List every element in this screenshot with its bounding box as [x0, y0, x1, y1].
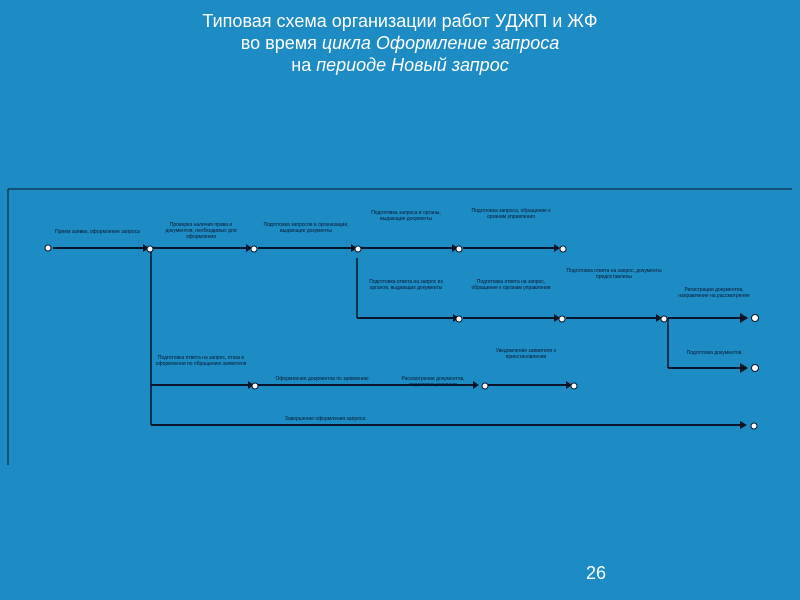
activity-label-5: Подготовка запроса, обращение к органам управления	[471, 208, 551, 220]
arrowhead	[740, 363, 748, 373]
junction-node	[355, 246, 361, 252]
activity-label-12: Оформление документов по заявлению	[275, 376, 369, 382]
activity-label-11: Подготовка ответа на запрос, отказ в оформлении по обращению заявителя	[155, 355, 247, 367]
activity-label-15: Завершение оформления запроса	[284, 416, 366, 422]
page-number: 26	[585, 563, 607, 583]
start-node	[45, 245, 51, 251]
activity-label-8: Подготовка ответа на запрос, документы предоставлены	[566, 268, 662, 280]
activity-label-3: Подготовка запросов в организации, выдающие документы	[263, 222, 349, 234]
junction-node	[560, 246, 566, 252]
arrowhead	[740, 313, 748, 323]
end-node	[752, 365, 759, 372]
activity-label-10: Подготовка документов	[686, 350, 742, 356]
arrowhead	[740, 421, 747, 429]
activity-label-4: Подготовка запроса в органы, выдающие документы	[371, 210, 441, 222]
activity-label-6: Подготовка ответа на запрос из органов, выдающих документы	[369, 279, 443, 291]
arrowhead	[554, 244, 560, 252]
flow-row-2b	[668, 363, 748, 373]
end-node	[752, 315, 759, 322]
junction-node	[252, 383, 258, 389]
junction-node	[456, 316, 462, 322]
junction-node	[251, 246, 257, 252]
activity-label-13: Рассмотрение документов, подготовка решения	[401, 376, 465, 388]
title-line-2-prefix: во время	[240, 33, 322, 53]
title-line-3-prefix: на	[291, 55, 317, 75]
junction-node	[456, 246, 462, 252]
title-line-3-emphasis: периоде Новый запрос	[316, 55, 509, 75]
activity-label-9: Регистрация документов, направление на рассмотрение	[678, 287, 750, 299]
title-line-1: Типовая схема организации работ УДЖП и ЖФ	[202, 11, 598, 31]
end-node	[751, 423, 757, 429]
junction-node	[571, 383, 577, 389]
junction-node	[147, 246, 153, 252]
activity-label-7: Подготовка ответа на запрос, обращение к органам управления	[471, 279, 551, 291]
activity-label-14: Уведомление заявителя о приостановлении	[495, 348, 557, 360]
junction-node	[661, 316, 667, 322]
title-line-2-emphasis: цикла Оформление запроса	[321, 33, 560, 53]
activity-label-1: Прием заявки, оформление запроса	[55, 229, 140, 235]
activity-label-2: Проверка наличия права и документов, необходимых для оформления	[165, 222, 237, 240]
junction-node	[559, 316, 565, 322]
junction-node	[482, 383, 488, 389]
